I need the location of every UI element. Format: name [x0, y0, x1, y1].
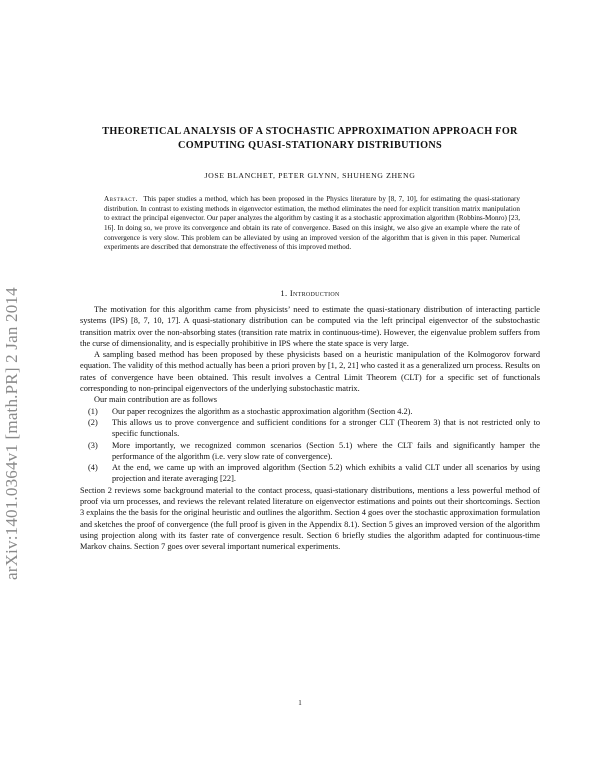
page-number: 1: [298, 699, 302, 707]
paper-authors: JOSE BLANCHET, PETER GLYNN, SHUHENG ZHENG: [204, 171, 416, 180]
section-heading-introduction: 1. Introduction: [280, 288, 340, 298]
list-item-number: (4): [88, 463, 98, 473]
paragraph: The motivation for this algorithm came from physicists’ need to estimate the quasi-stationary distribution of interacting particle systems (IPS) [8, 7, 10, 17]. A quasi-stationary distribution can be computed via the left principal eigenvector of the substochastic transition matrix over the non-absorbing states (transition rate matrix in continuous-time). However, the eigenvalue problem suffers from the curse of dimensionality, and is especially prohibitive in IPS where the state space is very large.: [80, 305, 540, 348]
arxiv-identifier: arXiv:1401.0364v1 [math.PR] 2 Jan 2014: [2, 287, 21, 580]
list-item: [80, 462, 540, 485]
paragraph: A sampling based method has been proposed by these physicists based on a heuristic manipulation of the Kolmogorov forward equation. The validity of this method actually has been a priori proven by [1, 2, 21] who casted it as a generalized urn process. Results on rates of convergence have been obtained. This result involves a Central Limit Theorem (CLT) for a specific set of functionals corresponding to non-principal eigenvectors of the underlying substochastic matrix.: [80, 350, 540, 394]
contribution-list: [80, 406, 540, 485]
list-item: [80, 406, 540, 417]
list-item-number: (1): [88, 406, 98, 416]
abstract-text: This paper studies a method, which has been proposed in the Physics literature by [8, 7, 10], for estimating the quasi-stationary distribution. In contrast to existing methods in eigenvector estimation, the method eliminates the need for explicit transition matrix manipulation to extract the principal eigenvector. Our paper analyzes the algorithm by casting it as a stochastic approximation algorithm (Robbins-Monro) [23, 16]. In doing so, we prove its convergence and obtain its rate of convergence. Based on this insight, we also give an example where the rate of convergence is very slow. This problem can be alleviated by using an improved version of the algorithm that is given in this paper. Numerical experiments are described that demonstrate the effectiveness of this improved method.: [104, 195, 521, 252]
abstract: [104, 195, 520, 253]
introduction-body: [80, 304, 540, 553]
list-item-text: This allows us to prove convergence and sufficient conditions for a stronger CLT (Theorem 3) that is not restricted only to specific functionals.: [112, 417, 540, 439]
list-item: [80, 440, 540, 463]
list-item-text: At the end, we came up with an improved algorithm (Section 5.2) which exhibits a valid CLT under all scenarios by using projection and iterate averaging [22].: [112, 463, 540, 484]
list-item: [80, 417, 540, 440]
abstract-label: Abstract.: [104, 195, 138, 203]
paragraph: Our main contribution are as follows: [94, 395, 218, 405]
list-item-text: Our paper recognizes the algorithm as a stochastic approximation algorithm (Section 4.2).: [112, 406, 413, 416]
paragraph: Section 2 reviews some background material to the contact process, quasi-stationary distributions, mentions a less powerful method of proof via urn processes, and reviews the relevant related literature on eigenvector estimations and points out their shortcomings. Section 3 explains the the basis for the original heuristic and outlines the algorithm. Section 4 goes over the stochastic approximation formulation and sketches the proof of convergence (the full proof is given in the Appendix 8.1). Section 5 gives an improved version of the algorithm using projection along with its faster rate of convergence result. Section 6 briefly studies the algorithm adapted for continuous-time Markov chains. Section 7 goes over several important numerical experiments.: [80, 485, 540, 552]
list-item-text: More importantly, we recognized common scenarios (Section 5.1) where the CLT fails and significantly hamper the performance of the algorithm (i.e. very slow rate of convergence).: [112, 440, 540, 461]
list-item-number: (2): [88, 417, 98, 427]
paper-title: THEORETICAL ANALYSIS OF A STOCHASTIC APPROXIMATION APPROACH FOR COMPUTING QUASI-STATIONARY DISTRIBUTIONS: [102, 126, 518, 151]
list-item-number: (3): [88, 440, 98, 450]
